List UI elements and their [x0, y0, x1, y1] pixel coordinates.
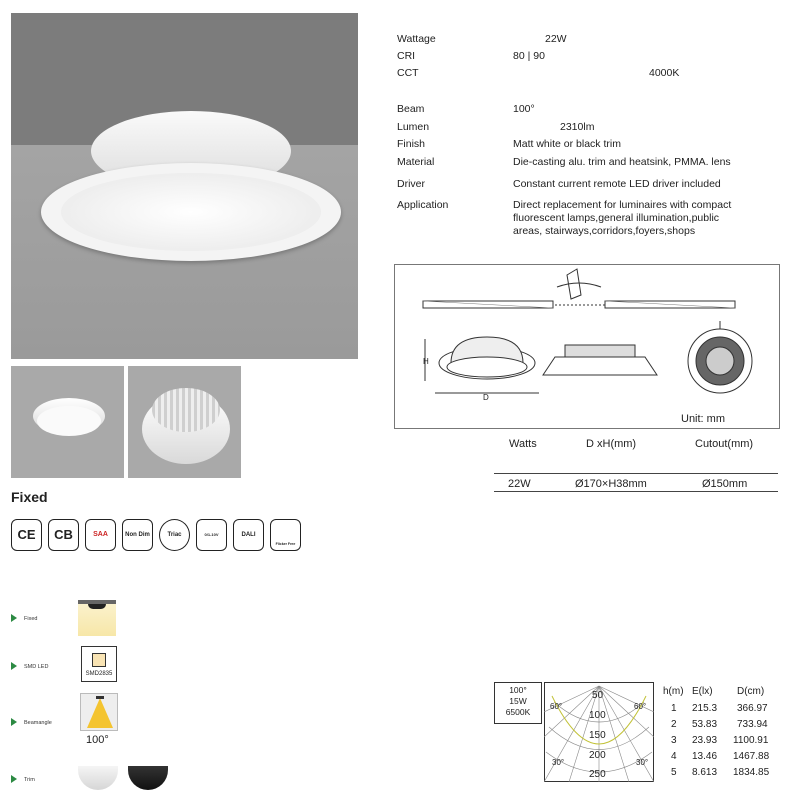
ptable-row1-e: 215.3 — [692, 703, 718, 714]
polar-label-100: 100 — [589, 710, 606, 721]
ptable-header-h: h(m) — [663, 686, 684, 697]
polar-label-50: 50 — [592, 690, 604, 701]
dim-cell-size: Ø170×H38mm — [575, 478, 647, 490]
polar-label-60-left: 60° — [550, 702, 563, 711]
diagram-d-label: D — [483, 393, 489, 402]
dim-cell-watts: 22W — [508, 478, 531, 490]
ptable-row2-h: 2 — [671, 719, 677, 730]
saa-cert-icon: SAA — [85, 519, 116, 551]
feature-label-fixed: Fixed — [24, 616, 38, 622]
spec-value-wattage: 22W — [545, 33, 567, 45]
feature-label-trim: Trim — [24, 777, 35, 783]
beam-angle-icon — [80, 693, 118, 731]
dim-header-cutout: Cutout(mm) — [695, 438, 754, 450]
dali-icon: DALI — [233, 519, 264, 551]
dim-table-bottom-rule — [494, 491, 778, 492]
spec-label-driver: Driver — [397, 178, 425, 190]
polar-label-150: 150 — [589, 730, 606, 741]
spec-label-cct: CCT — [397, 67, 419, 79]
feature-label-smd: SMD LED — [24, 664, 49, 670]
ptable-row1-d: 366.97 — [737, 703, 768, 714]
polar-label-30-right: 30° — [636, 758, 649, 767]
ptable-row5-h: 5 — [671, 767, 677, 778]
ptable-row2-e: 53.83 — [692, 719, 718, 730]
ptable-row3-e: 23.93 — [692, 735, 718, 746]
dim-header-size: D xH(mm) — [586, 438, 637, 450]
ce-cert-icon: CE — [11, 519, 42, 551]
spec-value-driver: Constant current remote LED driver included — [513, 178, 721, 190]
spec-label-material: Material — [397, 156, 435, 168]
spec-label-finish: Finish — [397, 138, 426, 150]
spec-label-wattage: Wattage — [397, 33, 436, 45]
photometric-watt: 15W — [509, 696, 527, 706]
ptable-row5-e: 8.613 — [692, 767, 718, 778]
spec-value-beam: 100° — [513, 103, 535, 115]
spec-label-beam: Beam — [397, 103, 425, 115]
feature-label-beam: Beamangle — [24, 720, 52, 726]
thumbnail-back-view — [128, 366, 241, 478]
trim-arrow-icon — [11, 775, 17, 783]
spec-value-lumen: 2310lm — [560, 121, 595, 133]
ptable-row4-h: 4 — [671, 751, 677, 762]
photometric-beam: 100° — [509, 685, 527, 695]
smd-arrow-icon — [11, 662, 17, 670]
spec-label-application: Application — [397, 199, 449, 211]
ptable-row2-d: 733.94 — [737, 719, 768, 730]
triac-icon: Triac — [159, 519, 190, 551]
diagram-unit-label: Unit: mm — [681, 413, 725, 425]
smd-caption: SMD2835 — [85, 671, 113, 677]
polar-label-250: 250 — [589, 769, 606, 780]
installation-diagram — [394, 264, 780, 429]
hero-product-photo — [11, 13, 358, 359]
polar-label-60-right: 60° — [634, 702, 647, 711]
black-trim-icon — [128, 766, 168, 790]
thumbnail-front-view — [11, 366, 124, 478]
smd-led-icon — [81, 646, 117, 682]
dimming-0-10v-icon: 0/1-10V — [196, 519, 227, 551]
ptable-row4-e: 13.46 — [692, 751, 718, 762]
dim-header-watts: Watts — [509, 438, 537, 450]
spec-value-cct: 4000K — [649, 67, 680, 79]
ptable-row4-d: 1467.88 — [733, 751, 770, 762]
spec-label-lumen: Lumen — [397, 121, 430, 133]
ptable-row3-d: 1100.91 — [733, 735, 769, 746]
beam-angle-caption: 100° — [86, 734, 109, 746]
spec-value-application-line1: Direct replacement for luminaires with compact — [513, 199, 732, 211]
spec-label-cri: CRI — [397, 50, 416, 62]
ptable-row5-d: 1834.85 — [733, 767, 770, 778]
section-title: Fixed — [11, 489, 48, 505]
fixed-arrow-icon — [11, 614, 17, 622]
dim-cell-cutout: Ø150mm — [702, 478, 748, 490]
polar-label-200: 200 — [589, 750, 606, 761]
fixed-mount-icon — [78, 600, 116, 636]
ptable-header-d: D(cm) — [737, 686, 765, 697]
spec-value-material: Die-casting alu. trim and heatsink, PMMA. lens — [513, 156, 731, 168]
cb-cert-icon: CB — [48, 519, 79, 551]
flicker-free-icon: Flicker Free — [270, 519, 301, 551]
ptable-row3-h: 3 — [671, 735, 677, 746]
non-dim-icon: Non Dim — [122, 519, 153, 551]
beam-arrow-icon — [11, 718, 17, 726]
spec-value-cri: 80 | 90 — [513, 50, 545, 62]
diagram-h-label: H — [423, 357, 429, 366]
spec-value-application-line2: fluorescent lamps,general illumination,public — [513, 212, 720, 224]
ptable-row1-h: 1 — [671, 703, 677, 714]
polar-label-30-left: 30° — [552, 758, 565, 767]
dim-table-top-rule — [494, 473, 778, 474]
photometric-cct: 6500K — [505, 707, 531, 717]
white-trim-icon — [78, 766, 118, 790]
installation-drawing — [395, 265, 781, 430]
spec-value-finish: Matt white or black trim — [513, 138, 621, 150]
polar-distribution-chart — [544, 682, 654, 782]
photometric-spec-box — [494, 682, 542, 724]
spec-value-application-line3: areas, stairways,corridors,foyers,shops — [513, 225, 696, 237]
ptable-header-e: E(lx) — [692, 686, 713, 697]
